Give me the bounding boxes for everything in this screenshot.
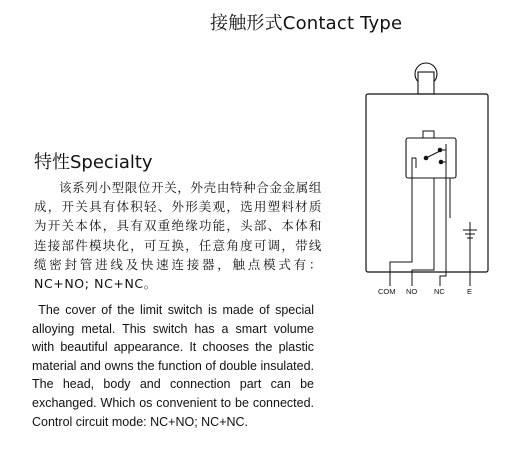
terminal-e-label: E xyxy=(467,287,473,296)
specialty-title: 特性Specialty xyxy=(34,152,153,173)
terminal-no-label: NO xyxy=(406,287,418,296)
terminal-nc-label: NC xyxy=(434,287,445,296)
plunger xyxy=(423,131,434,138)
contact-symbol xyxy=(424,144,446,164)
specialty-en-paragraph: The cover of the limit switch is made of special alloying metal. This switch has a smart volume with beautiful appearance. It chooses the plastic material and owns the function of double insulated. The head, body and connection part can be exchanged. Which os convenient to be connected. Control circuit mode: NC+NO; NC+NC. xyxy=(32,303,314,429)
terminal-com-label: COM xyxy=(378,287,396,296)
contact-diagram xyxy=(362,58,492,298)
wiring xyxy=(390,158,477,286)
actuator-stem xyxy=(418,72,434,94)
specialty-cn-paragraph: 该系列小型限位开关，外壳由特种合金金属组成，开关具有体积轻、外形美观，选用塑料材质为开关本体，具有双重绝缘功能，头部、本体和连接部件模块化，可互换，任意角度可调，带线缆密封管进线及快速连接器，触点模式有：NC+NO; NC+NC。 xyxy=(34,180,322,292)
contact-type-title: 接触形式Contact Type xyxy=(210,13,403,34)
